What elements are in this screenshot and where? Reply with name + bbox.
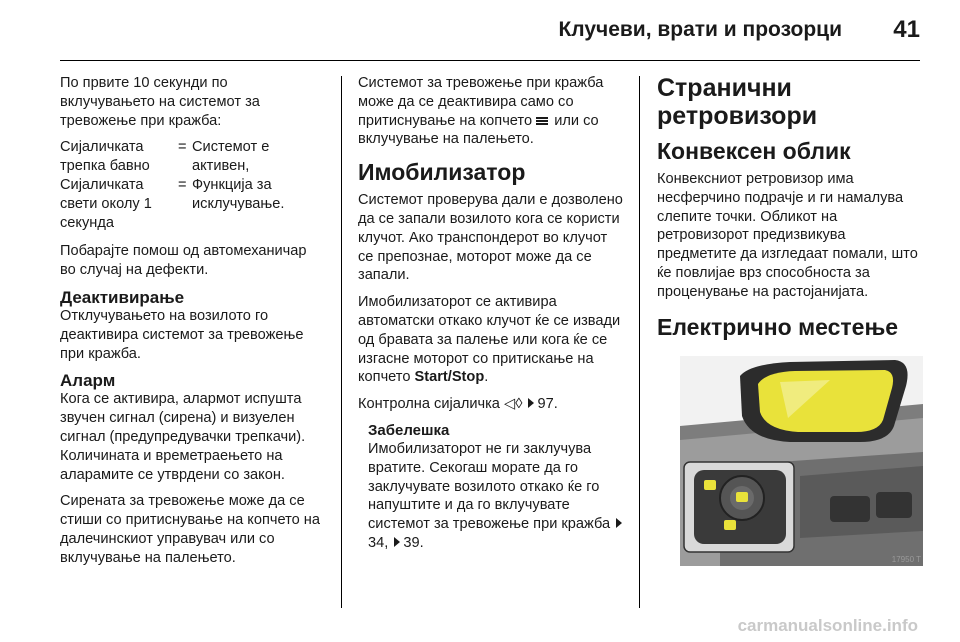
- table-eq: =: [178, 176, 187, 193]
- illustration-svg: [680, 356, 923, 566]
- control-lamp-text: Контролна сијаличка: [358, 396, 500, 413]
- column-divider-2: [639, 76, 640, 608]
- intro-paragraph: По првите 10 секунди по вклучувањето на системот за тревожење при кражба:: [60, 75, 260, 129]
- page-ref: 34,: [368, 534, 389, 551]
- immobiliser-paragraph-2: [358, 293, 626, 387]
- deactivate-text-end: или со вклучување на палењето.: [358, 112, 599, 148]
- heading-immobiliser: Имобилизатор: [358, 159, 526, 186]
- page-header: [0, 0, 960, 62]
- heading-alarm: Аларм: [60, 371, 116, 391]
- immobiliser-lamp-icon: ◁◊: [503, 396, 523, 413]
- table-key: Сијаличката трепка бавно: [60, 139, 150, 175]
- header-title: Клучеви, врати и прозорци: [558, 18, 842, 41]
- column-3: [657, 74, 922, 346]
- window-switch-block: [830, 496, 870, 522]
- page-number: 41: [893, 16, 920, 43]
- mirror-glass: [758, 370, 893, 432]
- page-ref-arrow-icon: [616, 518, 622, 528]
- deactivate-paragraph: [358, 74, 626, 149]
- workshop-paragraph: Побарајте помош од автомеханичар во случај на дефекти.: [60, 243, 307, 279]
- table-value: Функција за исклучување.: [192, 176, 285, 212]
- left-mirror-icon: [704, 480, 716, 490]
- heading-deactivation: Деактивирање: [60, 287, 185, 307]
- page-ref-arrow-icon: [528, 398, 534, 408]
- alarm-paragraph-1: Кога се активира, алармот испушта звучен сигнал (сирена) и визуелен сигнал (предупредувачки трепкачи). Количината и времетраењето на аларамите се утврдени со закон.: [60, 391, 306, 483]
- column-1: [60, 74, 326, 576]
- heading-convex-shape: Конвексен облик: [657, 138, 851, 164]
- immobiliser-text: Имобилизаторот се активира автоматски откако клучот ќе се извади од бравата за палење или кога ќе се изгасне моторот со притискање на копчето: [358, 294, 621, 386]
- page-ref-arrow-icon: [394, 537, 400, 547]
- table-value: Системот е активен,: [192, 139, 270, 175]
- mirror-adjustment-illustration: [680, 356, 923, 566]
- table-key: Сијаличката свети околу 1 секунда: [60, 176, 152, 231]
- watermark: carmanualsonline.info: [737, 616, 918, 635]
- note-text: Имобилизаторот не ги заклучува вратите. Секогаш морате да го заклучувате возилото откако ќе го напуштите и да го вклучувате системот за тревожење при кражба: [368, 440, 611, 533]
- convex-paragraph: Конвексниот ретровизор има несферчино подрачје и ги намалува слепите точки. Обликот на ретровизорот предизвикува предметите да изгледаат помали, што ќе повлијае врз способноста за проценување на растојанијата.: [657, 171, 918, 300]
- alarm-paragraph-2: Сирената за тревожење може да се стиши со притиснување на копчето на далечинскиот управувач или со вклучување на палењето.: [60, 493, 320, 566]
- column-divider-1: [341, 76, 342, 608]
- note-paragraph: [368, 440, 626, 553]
- heading-side-mirrors: Странични ретровизори: [657, 74, 818, 130]
- page-ref: 97.: [537, 396, 558, 413]
- immobiliser-paragraph-1: Системот проверува дали е дозволено да се запали возилото кога се користи клучот. Ако транспондерот во клучот се препознае, моторот може да се запали.: [358, 192, 623, 284]
- table-eq: =: [178, 139, 187, 156]
- heading-electric-adjustment: Електрично местење: [657, 313, 899, 340]
- page-ref: 39.: [403, 534, 424, 551]
- column-2: [358, 74, 626, 561]
- right-mirror-icon: [724, 520, 736, 530]
- header-rule: [60, 60, 920, 61]
- deactivate-text: Системот за тревожење при кражба може да се деактивира само со притиснување на копчето: [358, 75, 604, 129]
- status-table: [60, 138, 326, 232]
- figure-id: 17950 T: [891, 555, 921, 564]
- period: .: [484, 369, 489, 386]
- remote-button-icon: [536, 117, 548, 125]
- table-row: [60, 138, 326, 176]
- mirror-select-icon: [736, 492, 748, 502]
- note-box: [358, 422, 626, 553]
- table-row: [60, 176, 326, 232]
- control-lamp-paragraph: [358, 395, 626, 414]
- note-heading: Забелешка: [368, 421, 450, 439]
- deactivation-paragraph: Отклучувањето на возилото го деактивира системот за тревожење при кражба.: [60, 307, 304, 362]
- start-stop-label: Start/Stop: [414, 369, 485, 386]
